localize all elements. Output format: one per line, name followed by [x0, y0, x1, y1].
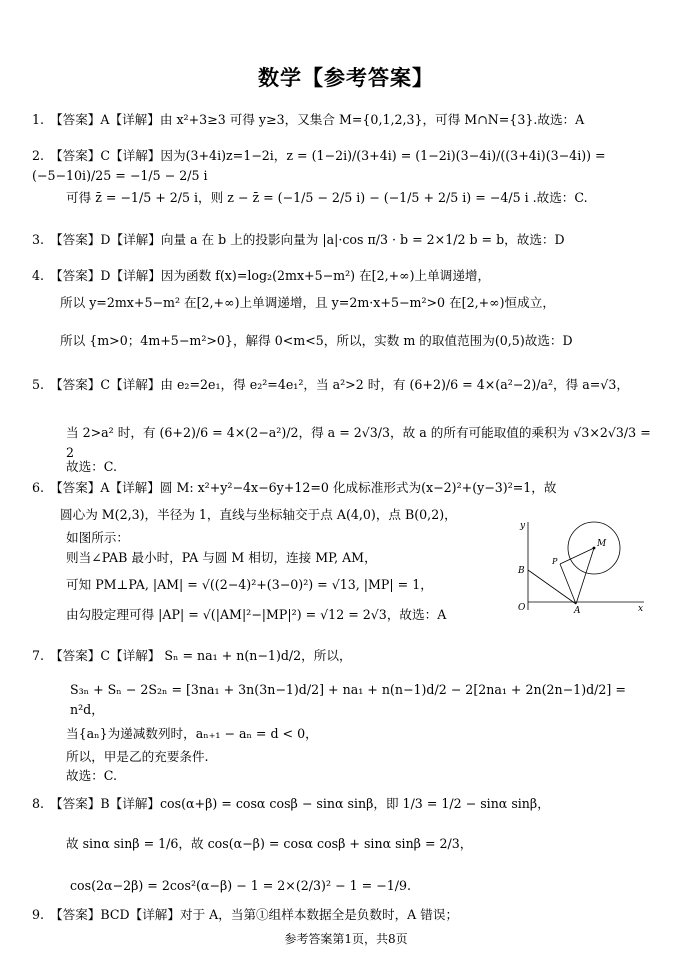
- answer-5-cont-2: 故选：C.: [66, 459, 117, 474]
- answer-5-cont-1: 当 2>a² 时，有 (6+2)/6 = 4×(2−a²)/2，得 a = 2√3/3，故 a 的所有可能取值的乘积为 √3×2√3/3 = 2: [66, 425, 651, 460]
- fig-label-a: A: [574, 606, 581, 614]
- answer-3: 3. 【答案】D【详解】向量 a 在 b 上的投影向量为 |a|·cos π/3 · b = 2×1/2 b = b，故选：D: [32, 232, 565, 247]
- page-title: 数学【参考答案】: [258, 66, 434, 90]
- answer-4-cont-1: 所以 y=2mx+5−m² 在[2,+∞)上单调递增，且 y=2m·x+5−m²>0 在[2,+∞)恒成立，: [60, 295, 555, 310]
- answer-8-cont-1: 故 sinα sinβ = 1/6，故 cos(α−β) = cosα cosβ + sinα sinβ = 2/3，: [66, 836, 473, 851]
- fig-label-o: O: [518, 603, 526, 613]
- circle-diagram: [516, 518, 648, 614]
- answer-6-cont-1: 圆心为 M(2,3)，半径为 1，直线与坐标轴交于点 A(4,0)，点 B(0,2)，: [60, 507, 457, 522]
- answer-6-cont-2: 如图所示：: [66, 530, 129, 545]
- fig-label-m: M: [597, 539, 607, 549]
- answer-2-cont: 可得 z̄ = −1/5 + 2/5 i，则 z − z̄ = (−1/5 − 2/5 i) − (−1/5 + 2/5 i) = −4/5 i .故选：C.: [66, 190, 588, 205]
- answer-9: 9. 【答案】BCD【详解】对于 A，当第①组样本数据全是负数时，A 错误；: [32, 907, 459, 922]
- answer-2: 2. 【答案】C【详解】因为(3+4i)z=1−2i，z = (1−2i)/(3+4i) = (1−2i)(3−4i)/((3+4i)(3−4i)) = (−5−10i)/25 = −1/5 − 2/5 i: [32, 148, 606, 183]
- fig-label-p: P: [552, 557, 558, 566]
- answer-1: 1. 【答案】A【详解】由 x²+3≥3 可得 y≥3，又集合 M={0,1,2,3}，可得 M∩N={3}.故选：A: [32, 112, 585, 127]
- answer-7-cont-4: 故选：C.: [66, 768, 117, 783]
- answer-7: 7. 【答案】C【详解】 Sₙ = na₁ + n(n−1)d/2，所以，: [32, 648, 352, 663]
- answer-6-cont-5: 由勾股定理可得 |AP| = √(|AM|²−|MP|²) = √12 = 2√3，故选：A: [66, 607, 447, 622]
- answer-6: 6. 【答案】A【详解】圆 M: x²+y²−4x−6y+12=0 化成标准形式为(x−2)²+(y−3)²=1，故: [32, 480, 557, 495]
- answer-5: 5. 【答案】C【详解】由 e₂=2e₁，得 e₂²=4e₁²，当 a²>2 时，有 (6+2)/6 = 4×(a²−2)/a²，得 a=√3，: [32, 377, 629, 392]
- answer-8-cont-2: cos(2α−2β) = 2cos²(α−β) − 1 = 2×(2/3)² − 1 = −1/9.: [70, 878, 411, 893]
- answer-7-cont-2: 当{aₙ}为递减数列时，aₙ₊₁ − aₙ = d < 0，: [66, 726, 318, 741]
- answer-8: 8. 【答案】B【详解】cos(α+β) = cosα cosβ − sinα sinβ，即 1/3 = 1/2 − sinα sinβ，: [32, 796, 550, 811]
- answer-7-cont-1: S₃ₙ + Sₙ − 2S₂ₙ = [3na₁ + 3n(3n−1)d/2] + na₁ + n(n−1)d/2 − 2[2na₁ + 2n(2n−1)d/2] = n²d，: [70, 682, 626, 717]
- fig-label-b: B: [518, 566, 525, 576]
- fig-label-y: y: [520, 521, 526, 531]
- page-footer: 参考答案第1页，共8页: [284, 932, 408, 946]
- answer-6-cont-4: 可知 PM⊥PA, |AM| = √((2−4)²+(3−0)²) = √13, |MP| = 1，: [66, 577, 433, 592]
- answer-7-cont-3: 所以，甲是乙的充要条件.: [66, 749, 209, 764]
- answer-4: 4. 【答案】D【详解】因为函数 f(x)=log₂(2mx+5−m²) 在[2,+∞)上单调递增，: [32, 268, 491, 283]
- fig-label-x: x: [638, 604, 644, 614]
- answer-4-cont-2: 所以 {m>0；4m+5−m²>0}，解得 0<m<5，所以，实数 m 的取值范围为(0,5)故选：D: [60, 333, 573, 348]
- answer-6-cont-3: 则当∠PAB 最小时，PA 与圆 M 相切，连接 MP, AM，: [66, 550, 377, 565]
